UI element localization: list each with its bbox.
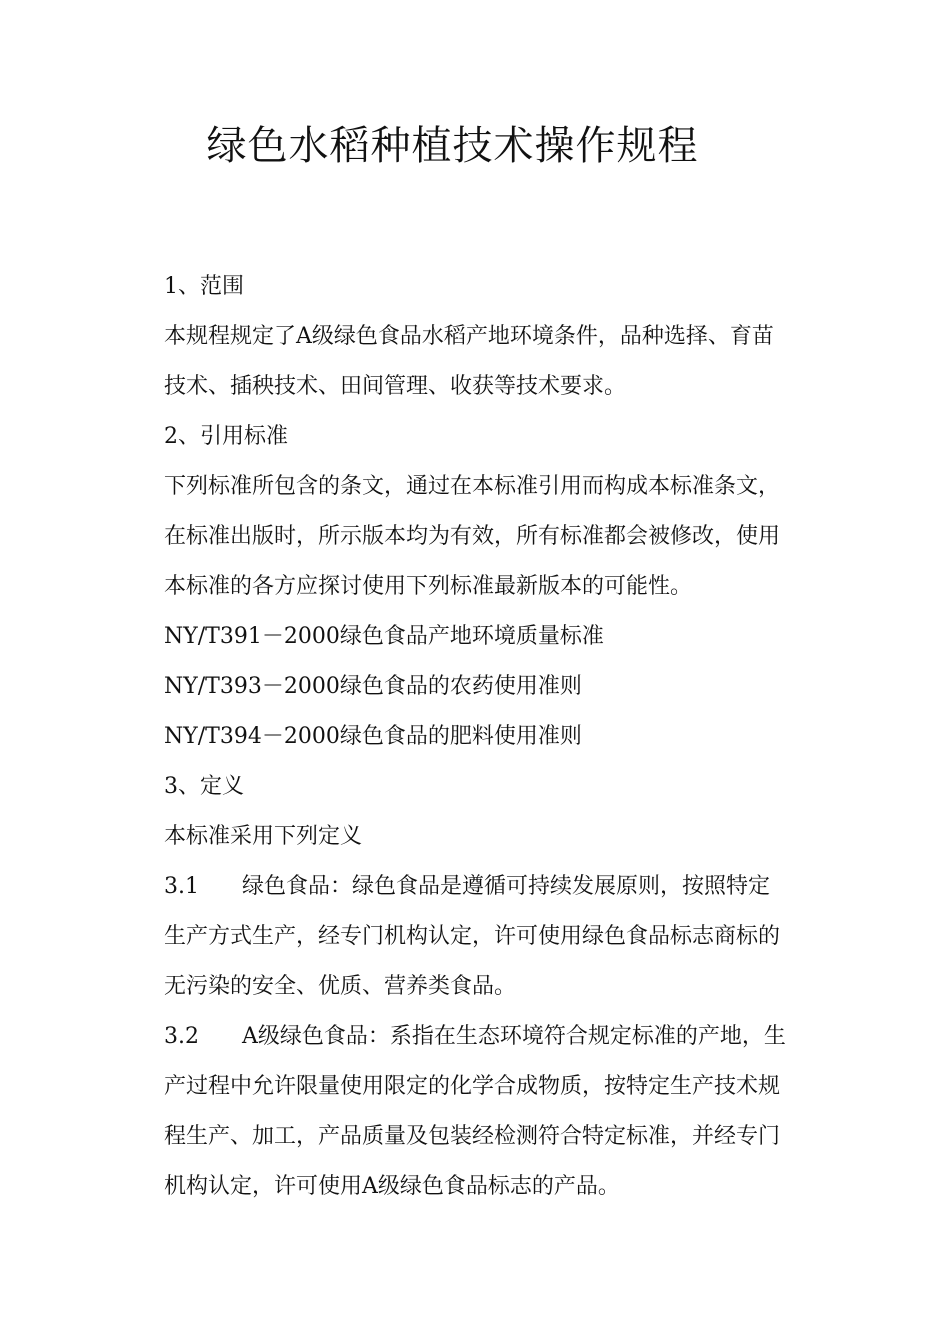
definition-number: 3.2	[164, 1024, 199, 1049]
paragraph-line: 在标准出版时，所示版本均为有效，所有标准都会被修改，使用	[164, 524, 781, 549]
section-heading-scope: 1、范围	[164, 274, 244, 299]
paragraph-line: 机构认定，许可使用A级绿色食品标志的产品。	[164, 1174, 620, 1199]
paragraph-line: 本标准采用下列定义	[164, 824, 363, 849]
document-title: 绿色水稻种植技术操作规程	[206, 123, 699, 169]
paragraph-line: 产过程中允许限量使用限定的化学合成物质，按特定生产技术规	[164, 1074, 781, 1099]
paragraph-line: 生产方式生产，经专门机构认定，许可使用绿色食品标志商标的	[164, 924, 781, 949]
document-body	[164, 262, 790, 1212]
standard-reference: NY/T394－2000绿色食品的肥料使用准则	[164, 724, 582, 749]
definition-first-line	[164, 862, 790, 912]
paragraph-line: 无污染的安全、优质、营养类食品。	[164, 974, 517, 999]
standard-reference: NY/T391－2000绿色食品产地环境质量标准	[164, 624, 604, 649]
section-heading-definitions: 3、定义	[164, 774, 244, 799]
paragraph-line: 技术、插秧技术、田间管理、收获等技术要求。	[164, 374, 627, 399]
definition-first-line	[164, 1012, 790, 1062]
paragraph-line: 程生产、加工，产品质量及包装经检测符合特定标准，并经专门	[164, 1124, 781, 1149]
paragraph-line: 下列标准所包含的条文，通过在本标准引用而构成本标准条文，	[164, 474, 781, 499]
definition-text: 绿色食品：绿色食品是遵循可持续发展原则，按照特定	[242, 874, 771, 899]
standard-reference: NY/T393－2000绿色食品的农药使用准则	[164, 674, 582, 699]
definition-text: A级绿色食品：系指在生态环境符合规定标准的产地，生	[242, 1024, 786, 1049]
paragraph-line: 本规程规定了A级绿色食品水稻产地环境条件，品种选择、育苗	[164, 324, 774, 349]
paragraph-line: 本标准的各方应探讨使用下列标准最新版本的可能性。	[164, 574, 693, 599]
section-heading-references: 2、引用标准	[164, 424, 288, 449]
definition-number: 3.1	[164, 874, 199, 899]
